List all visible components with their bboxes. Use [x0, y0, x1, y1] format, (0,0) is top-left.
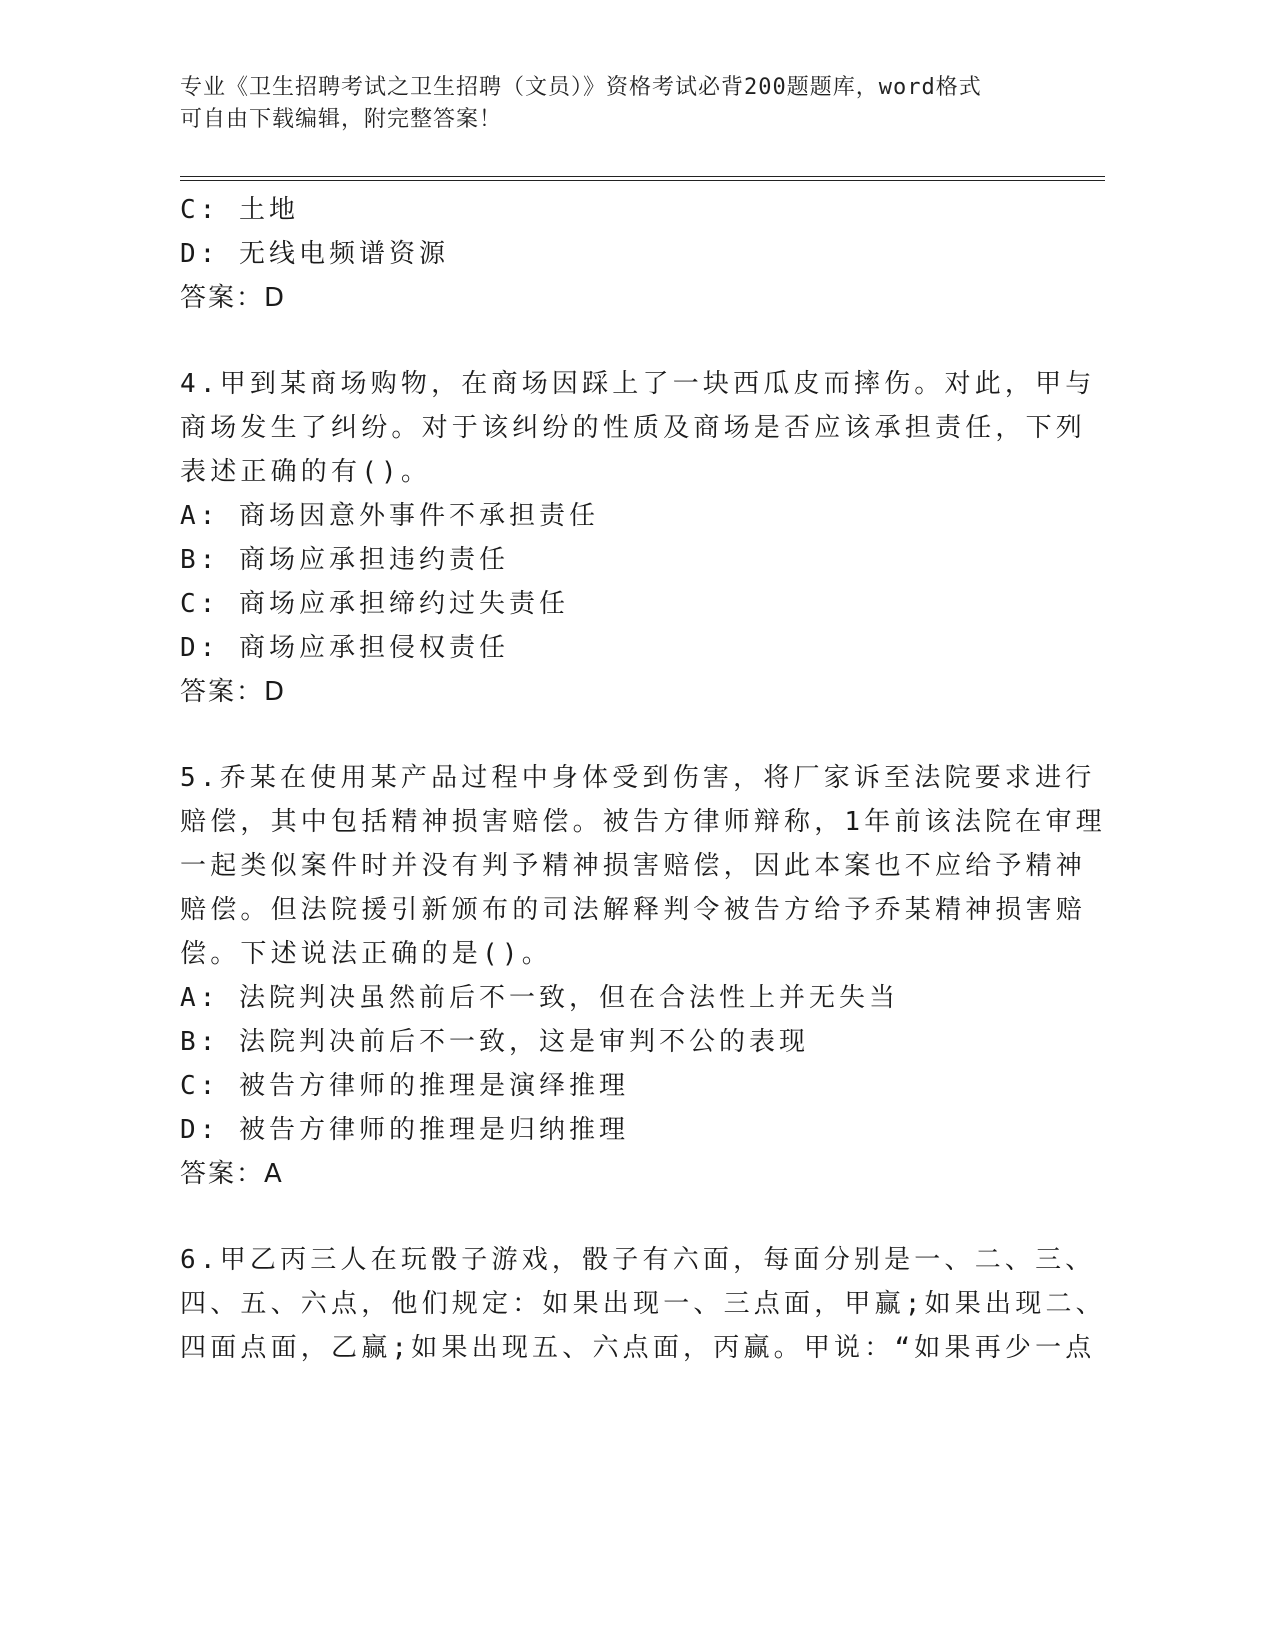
option-d: D: 无线电频谱资源: [180, 239, 449, 269]
question-3-tail: [180, 188, 1040, 320]
answer-line: 答案：A: [180, 1159, 284, 1189]
document-body: [180, 188, 1106, 1370]
stem-line: 偿。下述说法正确的是()。: [180, 939, 552, 969]
option-a: A: 法院判决虽然前后不一致，但在合法性上并无失当: [180, 983, 899, 1013]
spacer: [180, 1196, 1040, 1238]
option-d: D: 商场应承担侵权责任: [180, 633, 509, 663]
option-c: C: 土地: [180, 195, 299, 225]
stem-line: 商场发生了纠纷。对于该纠纷的性质及商场是否应该承担责任，下列: [180, 413, 1087, 443]
stem-line: 一起类似案件时并没有判予精神损害赔偿，因此本案也不应给予精神: [180, 851, 1087, 881]
answer-line: 答案：D: [180, 283, 287, 313]
stem-line: 赔偿，其中包括精神损害赔偿。被告方律师辩称，1年前该法院在审理: [180, 807, 1106, 837]
stem-line: 四、五、六点，他们规定：如果出现一、三点面，甲赢;如果出现二、: [180, 1289, 1106, 1319]
question-5: [180, 756, 1106, 1196]
option-a: A: 商场因意外事件不承担责任: [180, 501, 599, 531]
stem-line: 四面点面，乙赢;如果出现五、六点面，丙赢。甲说：“如果再少一点: [180, 1333, 1096, 1363]
question-4: [180, 362, 1096, 714]
question-stem: [180, 756, 1106, 976]
question-stem: [180, 362, 1096, 494]
stem-line: 6.甲乙丙三人在玩骰子游戏，骰子有六面，每面分别是一、二、三、: [180, 1245, 1096, 1275]
question-stem: [180, 1238, 1106, 1370]
option-b: B: 商场应承担违约责任: [180, 545, 509, 575]
answer-line: 答案：D: [180, 677, 287, 707]
header-title-line-2: 可自由下载编辑，附完整答案！: [180, 107, 503, 132]
spacer: [180, 714, 1040, 756]
option-b: B: 法院判决前后不一致，这是审判不公的表现: [180, 1027, 809, 1057]
spacer: [180, 320, 1040, 362]
stem-line: 4.甲到某商场购物，在商场因踩上了一块西瓜皮而摔伤。对此，甲与: [180, 369, 1096, 399]
stem-line: 赔偿。但法院援引新颁布的司法解释判令被告方给予乔某精神损害赔: [180, 895, 1087, 925]
stem-line: 5.乔某在使用某产品过程中身体受到伤害，将厂家诉至法院要求进行: [180, 763, 1096, 793]
header-title-line-1: 专业《卫生招聘考试之卫生招聘（文员）》资格考试必背200题题库，word格式: [180, 75, 982, 100]
stem-line: 表述正确的有()。: [180, 457, 432, 487]
header-divider: [180, 176, 1105, 181]
question-6: [180, 1238, 1106, 1370]
option-d: D: 被告方律师的推理是归纳推理: [180, 1115, 629, 1145]
document-header: [180, 72, 1060, 136]
option-c: C: 商场应承担缔约过失责任: [180, 589, 569, 619]
option-c: C: 被告方律师的推理是演绎推理: [180, 1071, 629, 1101]
